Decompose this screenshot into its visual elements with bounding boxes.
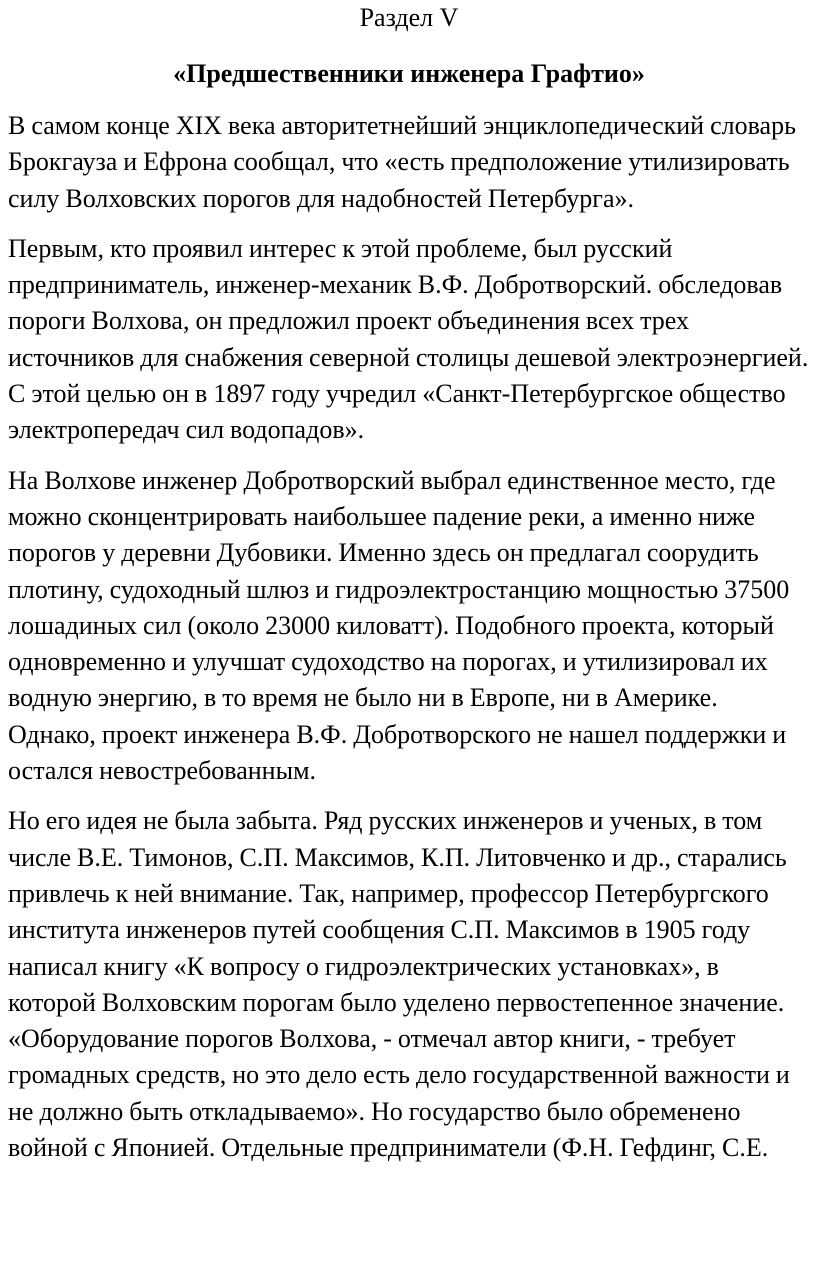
paragraph-4: Но его идея не была забыта. Ряд русских инженеров и ученых, в том числе В.Е. Тимонов, С.П. Максимов, К.П. Литовченко и др., старались привлечь к ней внимание. Так, например, профессор Петербургского института инженеров путей сообщения С.П. Максимов в 1905 году написал книгу «К вопросу о гидроэлектрических установках», в которой Волховским порогам было уделено первостепенное значение. «Оборудование порогов Волхова, - отмечал автор книги, - требует громадных средств, но это дело есть дело государственной важности и не должно быть откладываемо». Но государство было обременено войной с Японией. Отдельные предприниматели (Ф.Н. Гефдинг, С.Е. — [8, 806, 790, 1163]
document-title: «Предшественники инженера Графтио» — [173, 59, 645, 88]
paragraph-1: В самом конце XIX века авторитетнейший энциклопедический словарь Брокгауза и Ефрона сообщал, что «есть предположение утилизировать силу Волховских порогов для надобностей Петербурга». — [8, 111, 796, 213]
paragraph-2: Первым, кто проявил интерес к этой проблеме, был русский предприниматель, инженер-механик В.Ф. Добротворский. обследовав пороги Волхова, он предложил проект объединения всех трех источников для снабжения северной столицы дешевой электроэнергией. С этой целью он в 1897 году учредил «Санкт-Петербургское общество электропередач сил водопадов». — [8, 233, 809, 445]
section-label: Раздел V — [359, 3, 459, 32]
paragraph-3: На Волхове инженер Добротворский выбрал единственное место, где можно сконцентрировать наибольшее падение реки, а именно ниже порогов у деревни Дубовики. Именно здесь он предлагал соорудить плотину, судоходный шлюз и гидроэлектростанцию мощностью 37500 лошадиных сил (около 23000 киловатт). Подобного проекта, который одновременно и улучшат судоходство на порогах, и утилизировал их водную энергию, в то время не было ни в Европе, ни в Америке. Однако, проект инженера В.Ф. Добротворского не нашел поддержки и остался невостребованным. — [8, 465, 790, 786]
